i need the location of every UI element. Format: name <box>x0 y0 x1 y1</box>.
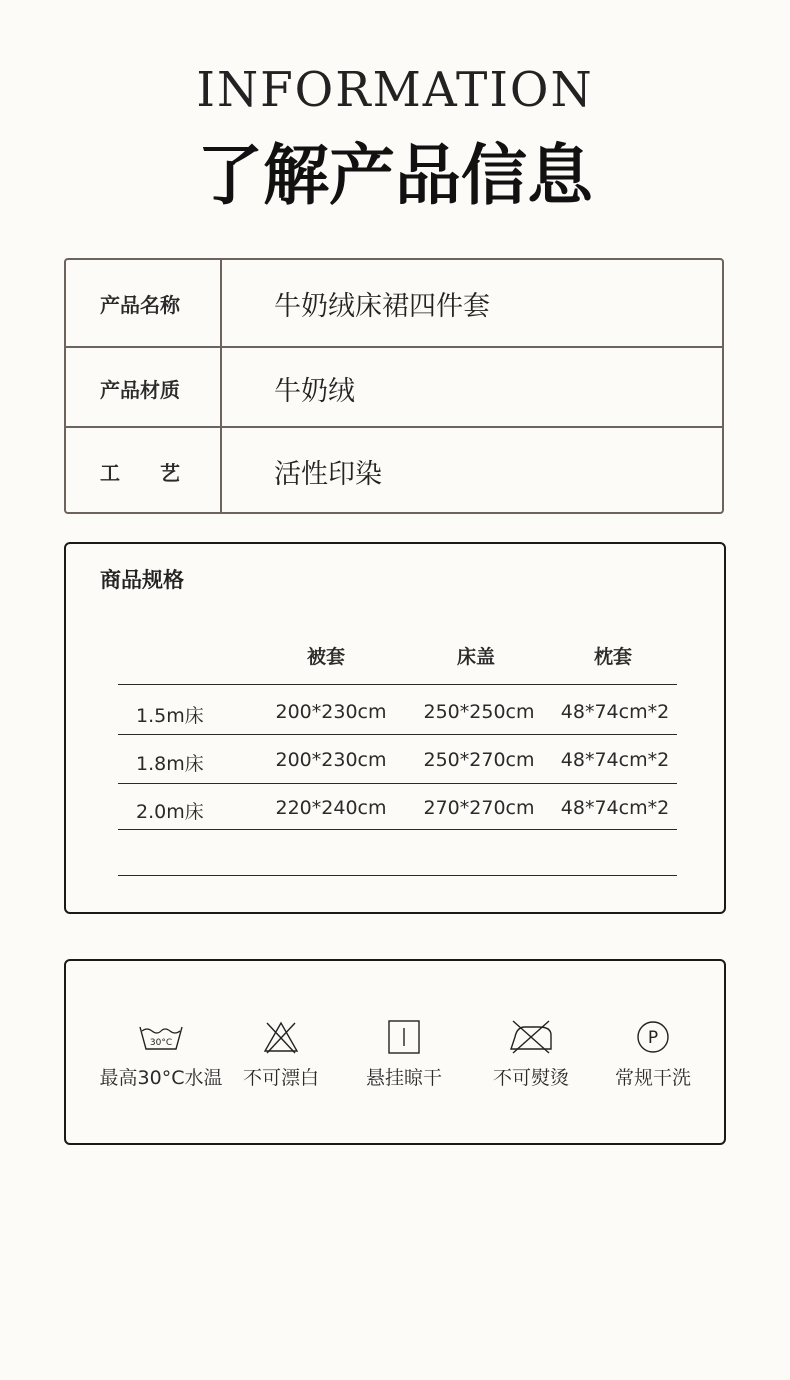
dry-clean-icon <box>629 1019 677 1055</box>
spec-cover: 270*270cm <box>423 797 535 819</box>
hang-dry-icon <box>380 1019 428 1055</box>
no-bleach-icon <box>257 1019 305 1055</box>
heading-english: INFORMATION <box>196 62 594 118</box>
spec-duvet: 220*240cm <box>275 797 387 819</box>
spec-pillow: 48*74cm*2 <box>560 749 670 771</box>
spec-size: 2.0m床 <box>136 801 204 823</box>
care-label: 常规干洗 <box>614 1067 691 1089</box>
product-info-table <box>64 258 724 514</box>
no-iron-icon <box>507 1019 555 1055</box>
info-row-material <box>66 346 722 428</box>
wash-temp-text: 30°C <box>149 1038 173 1048</box>
spec-cover: 250*250cm <box>423 701 535 723</box>
spec-divider <box>118 829 677 830</box>
dry-clean-letter: P <box>647 1028 659 1048</box>
care-label: 不可漂白 <box>242 1067 319 1089</box>
spec-divider <box>118 875 677 876</box>
spec-box <box>64 542 726 914</box>
care-box <box>64 959 726 1145</box>
info-row-name <box>66 260 722 346</box>
wash-30-icon <box>137 1019 185 1055</box>
info-value: 活性印染 <box>274 458 382 490</box>
spec-divider <box>118 684 677 685</box>
spec-divider <box>118 734 677 735</box>
spec-col-duvet: 被套 <box>306 646 345 668</box>
care-item-no-bleach <box>216 1019 346 1090</box>
care-label: 悬挂晾干 <box>365 1067 442 1089</box>
spec-col-pillow: 枕套 <box>593 646 632 668</box>
spec-duvet: 200*230cm <box>275 701 387 723</box>
spec-pillow: 48*74cm*2 <box>560 797 670 819</box>
info-label: 工 艺 <box>66 428 222 514</box>
info-label: 产品名称 <box>66 260 222 346</box>
spec-pillow: 48*74cm*2 <box>560 701 670 723</box>
care-item-no-iron <box>466 1019 596 1090</box>
spec-cover: 250*270cm <box>423 749 535 771</box>
care-item-wash <box>96 1019 226 1090</box>
spec-title: 商品规格 <box>100 568 184 592</box>
spec-divider <box>118 783 677 784</box>
spec-size: 1.5m床 <box>136 705 204 727</box>
care-label: 不可熨烫 <box>492 1067 569 1089</box>
care-item-dry-clean <box>588 1019 718 1090</box>
info-value: 牛奶绒 <box>274 375 355 407</box>
spec-size: 1.8m床 <box>136 753 204 775</box>
info-label: 产品材质 <box>66 348 222 428</box>
spec-duvet: 200*230cm <box>275 749 387 771</box>
heading-chinese: 了解产品信息 <box>197 137 593 214</box>
spec-col-cover: 床盖 <box>456 646 495 668</box>
care-item-hang-dry <box>339 1019 469 1090</box>
care-label: 最高30°C水温 <box>99 1067 223 1089</box>
info-row-craft <box>66 426 722 514</box>
info-value: 牛奶绒床裙四件套 <box>274 290 490 322</box>
